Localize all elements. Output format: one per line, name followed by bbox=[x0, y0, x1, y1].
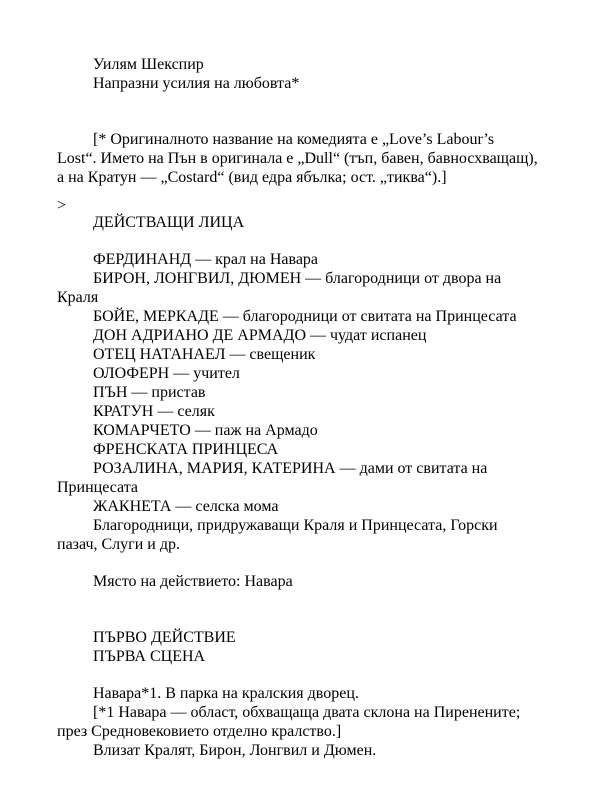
character-entry: ФЕРДИНАНД — крал на Навара bbox=[93, 251, 319, 268]
act-title: ПЪРВО ДЕЙСТВИЕ bbox=[93, 629, 236, 646]
title-note-line: а на Кратун — „Costard“ (вид едра ябълка; ост. „тиква“).] bbox=[57, 169, 447, 186]
character-entry: КОМАРЧЕТО — паж на Армадо bbox=[93, 422, 318, 439]
character-entry: Краля bbox=[57, 289, 99, 306]
character-entry: БОЙЕ, МЕРКАДЕ — благородници от свитата на Принцесата bbox=[93, 308, 517, 325]
character-entry: ОТЕЦ НАТАНАЕЛ — свещеник bbox=[93, 346, 316, 363]
character-entry: Благородници, придружаващи Краля и Принцесата, Горски bbox=[93, 517, 498, 534]
scene-location: Навара*1. В парка на кралския дворец. bbox=[93, 685, 359, 702]
characters-heading: ДЕЙСТВАЩИ ЛИЦА bbox=[93, 214, 245, 231]
character-entry: ОЛОФЕРН — учител bbox=[93, 365, 240, 382]
character-entry: РОЗАЛИНА, МАРИЯ, КАТЕРИНА — дами от свитата на bbox=[93, 460, 488, 477]
setting-line: Място на действието: Навара bbox=[93, 573, 293, 590]
character-entry: ПЪН — пристав bbox=[93, 384, 206, 401]
title-note-line: [* Оригиналното название на комедията е „Love’s Labour’s bbox=[93, 131, 495, 148]
character-entry: пазач, Слуги и др. bbox=[57, 536, 180, 553]
character-entry: КРАТУН — селяк bbox=[93, 403, 215, 420]
stage-direction: Влизат Кралят, Бирон, Лонгвил и Дюмен. bbox=[93, 742, 377, 759]
character-entry: ЖАКНЕТА — селска мома bbox=[93, 498, 279, 515]
character-entry: ДОН АДРИАНО ДЕ АРМАДО — чудат испанец bbox=[93, 327, 427, 344]
character-entry: ФРЕНСКАТА ПРИНЦЕСА bbox=[93, 441, 279, 458]
play-title: Напразни усилия на любовта* bbox=[93, 75, 300, 92]
character-entry: БИРОН, ЛОНГВИЛ, ДЮМЕН — благородници от двора на bbox=[93, 270, 502, 287]
footnote-line: [*1 Навара — област, обхващаща двата склона на Пиренените; bbox=[93, 704, 521, 721]
character-entry: Принцесата bbox=[57, 479, 139, 496]
author-name: Уилям Шекспир bbox=[93, 56, 204, 73]
title-note-line: Lost“. Името на Пън в оригинала е „Dull“ (тъп, бавен, бавносхващащ), bbox=[57, 150, 538, 167]
footnote-line: през Средновековието отделно кралство.] bbox=[57, 723, 342, 740]
scene-title: ПЪРВА СЦЕНА bbox=[93, 648, 206, 665]
section-marker: > bbox=[57, 197, 67, 214]
